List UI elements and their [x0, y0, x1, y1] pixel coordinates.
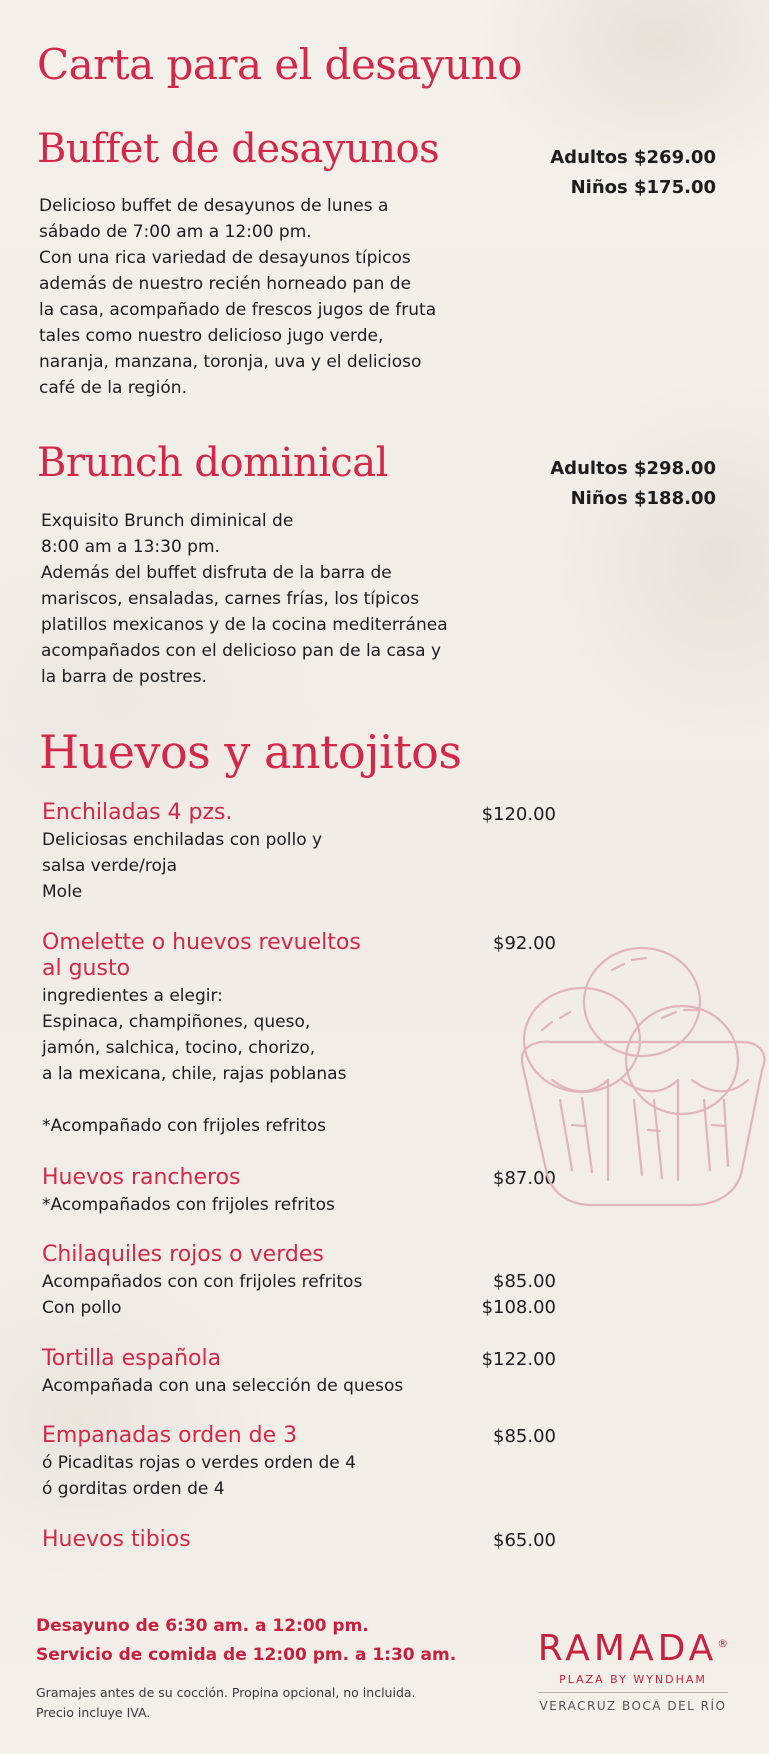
item-desc-line: ó Picaditas rojas o verdes orden de 4 — [42, 1453, 356, 1473]
item-desc-line: salsa verde/roja — [42, 856, 178, 876]
logo-location: VERACRUZ BOCA DEL RÍO — [539, 1699, 727, 1713]
item-desc-chilaquiles — [42, 1269, 362, 1321]
item-title-enchiladas: Enchiladas 4 pzs. — [42, 800, 233, 825]
item-price-chilaquiles: $85.00 — [493, 1271, 556, 1292]
brunch-price-adults: Adultos $298.00 — [550, 458, 716, 479]
brunch-line: acompañados con el delicioso pan de la casa y — [41, 641, 442, 661]
item-price-rancheros: $87.00 — [493, 1168, 556, 1189]
brunch-heading: Brunch dominical — [37, 440, 388, 486]
item-desc-line: ingredientes a elegir: — [42, 986, 223, 1006]
page-title: Carta para el desayuno — [37, 40, 523, 89]
item-desc-omelette — [42, 983, 346, 1139]
item-desc-line: *Acompañado con frijoles refritos — [42, 1116, 327, 1136]
footer-note: Precio incluye IVA. — [36, 1705, 151, 1720]
buffet-line: café de la región. — [39, 378, 187, 398]
item-desc-tortilla — [42, 1373, 403, 1399]
brunch-description — [41, 508, 448, 690]
brunch-price-kids: Niños $188.00 — [570, 488, 716, 509]
brunch-line: platillos mexicanos y de la cocina mediterránea — [41, 615, 448, 635]
buffet-line: la casa, acompañado de frescos jugos de fruta — [39, 300, 437, 320]
item-price-omelette: $92.00 — [493, 933, 556, 954]
buffet-heading: Buffet de desayunos — [37, 126, 440, 172]
item-desc-line: Acompañada con una selección de quesos — [42, 1376, 404, 1396]
footer-notes — [36, 1683, 416, 1723]
item-title-line: al gusto — [42, 956, 131, 981]
item-price-empanadas: $85.00 — [493, 1426, 556, 1447]
item-desc-enchiladas — [42, 827, 322, 905]
item-desc-line: a la mexicana, chile, rajas poblanas — [42, 1064, 347, 1084]
item-desc-rancheros — [42, 1192, 335, 1218]
logo-divider — [538, 1692, 728, 1693]
logo-subtitle: PLAZA BY WYNDHAM — [559, 1673, 707, 1686]
footer-note: Gramajes antes de su cocción. Propina opcional, no incluida. — [36, 1685, 416, 1700]
item-price-enchiladas: $120.00 — [481, 804, 556, 825]
item-title-line: Omelette o huevos revueltos — [42, 930, 361, 955]
item-title-rancheros: Huevos rancheros — [42, 1165, 241, 1190]
item-desc-line: Con pollo — [42, 1298, 122, 1318]
brunch-line: Además del buffet disfruta de la barra de — [41, 563, 392, 583]
logo-name: RAMADA® — [537, 1628, 729, 1669]
item-desc-line: *Acompañados con frijoles refritos — [42, 1195, 335, 1215]
item-title-omelette — [42, 930, 361, 982]
brunch-prices — [550, 454, 716, 514]
item-title-tortilla: Tortilla española — [42, 1346, 222, 1371]
buffet-description — [39, 193, 436, 401]
item-desc-line: Acompañados con con frijoles refritos — [42, 1272, 363, 1292]
item-title-chilaquiles: Chilaquiles rojos o verdes — [42, 1242, 324, 1267]
buffet-price-adults: Adultos $269.00 — [550, 147, 716, 168]
brunch-line: mariscos, ensaladas, carnes frías, los típicos — [41, 589, 420, 609]
item-desc-line: Deliciosas enchiladas con pollo y — [42, 830, 323, 850]
footer-hours — [36, 1612, 456, 1670]
item-desc-line: ó gorditas orden de 4 — [42, 1479, 225, 1499]
brunch-line: Exquisito Brunch diminical de — [41, 511, 294, 531]
buffet-line: naranja, manzana, toronja, uva y el delicioso — [39, 352, 422, 372]
egg-carton-icon — [512, 930, 769, 1220]
brunch-line: 8:00 am a 13:30 pm. — [41, 537, 220, 557]
buffet-line: tales como nuestro delicioso jugo verde, — [39, 326, 384, 346]
item-desc-line: jamón, salchica, tocino, chorizo, — [42, 1038, 316, 1058]
item-price-tibios: $65.00 — [493, 1530, 556, 1551]
buffet-line: además de nuestro recién horneado pan de — [39, 274, 412, 294]
buffet-line: sábado de 7:00 am a 12:00 pm. — [39, 222, 312, 242]
item-title-empanadas: Empanadas orden de 3 — [42, 1423, 298, 1448]
huevos-heading: Huevos y antojitos — [39, 725, 462, 779]
item-desc-empanadas — [42, 1450, 356, 1502]
buffet-prices — [550, 143, 716, 203]
item-title-tibios: Huevos tibios — [42, 1527, 191, 1552]
item-desc-line: Espinaca, champiñones, queso, — [42, 1012, 311, 1032]
item-desc-line: Mole — [42, 882, 83, 902]
item-price-chilaquiles-pollo: $108.00 — [481, 1297, 556, 1318]
brunch-line: la barra de postres. — [41, 667, 207, 687]
buffet-price-kids: Niños $175.00 — [570, 177, 716, 198]
buffet-line: Con una rica variedad de desayunos típicos — [39, 248, 411, 268]
footer-hours-lunch: Servicio de comida de 12:00 pm. a 1:30 am. — [36, 1645, 457, 1665]
item-price-tortilla: $122.00 — [481, 1349, 556, 1370]
item-prices-chilaquiles — [482, 1269, 556, 1321]
ramada-logo — [528, 1628, 738, 1713]
footer-hours-breakfast: Desayuno de 6:30 am. a 12:00 pm. — [36, 1616, 369, 1636]
buffet-line: Delicioso buffet de desayunos de lunes a — [39, 196, 389, 216]
item-desc-line — [42, 1087, 346, 1113]
